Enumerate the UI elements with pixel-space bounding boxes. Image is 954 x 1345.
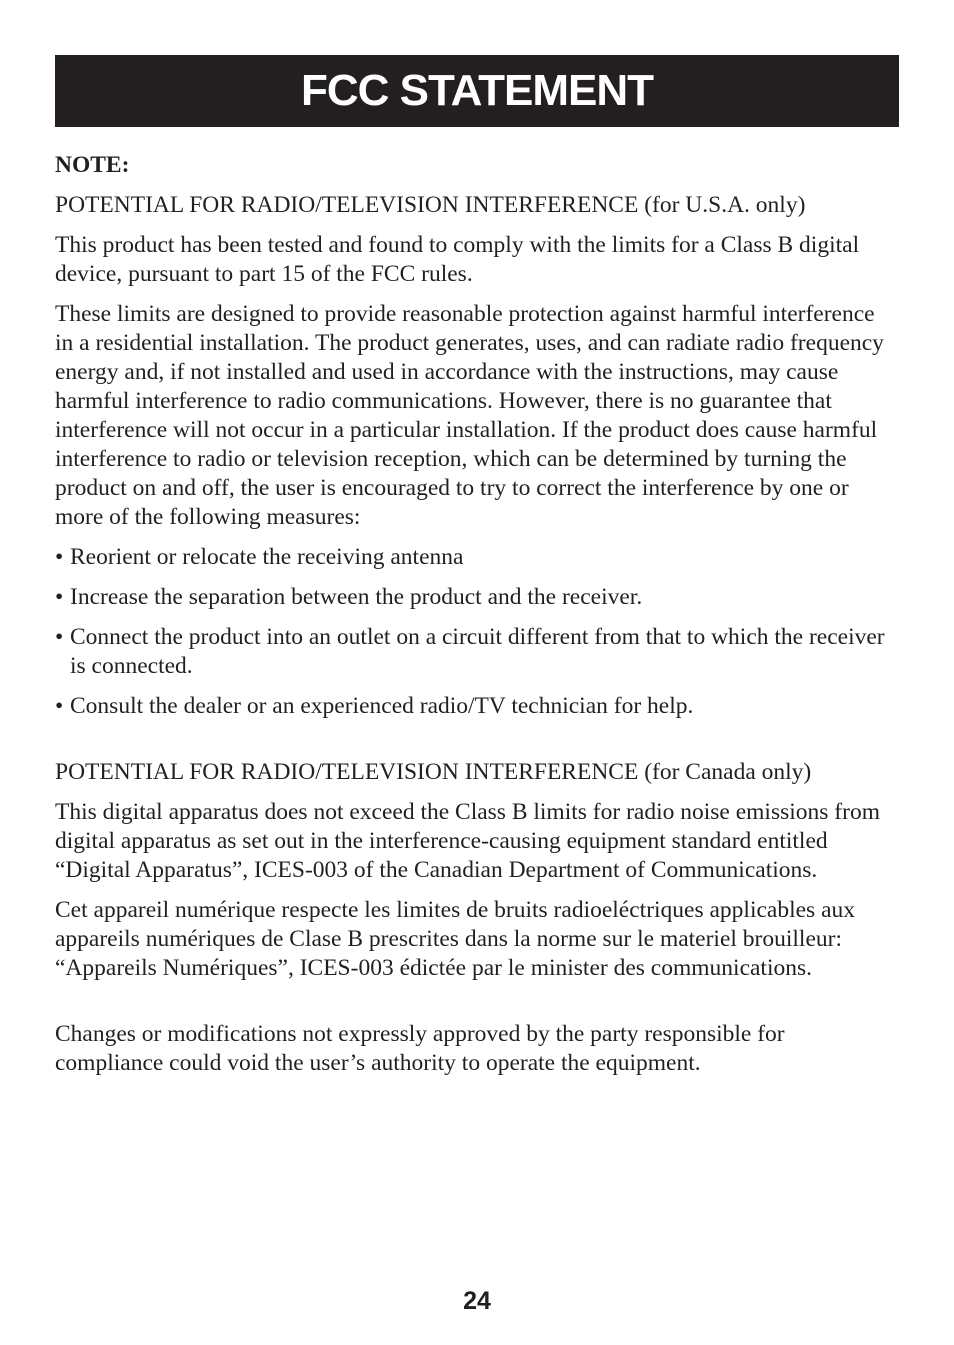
header-bar [55, 55, 899, 127]
canada-paragraph-english: This digital apparatus does not exceed the Class B limits for radio noise emissions from digital apparatus as set out in the interference-causing equipment standard entitled “Digital Apparatus”, ICES-003 of the Canadian Department of Communications. [55, 799, 880, 883]
list-item [55, 583, 885, 612]
list-item [55, 543, 885, 572]
bullet-icon: • [55, 544, 64, 570]
bullet-icon: • [55, 584, 64, 610]
page-title: FCC STATEMENT [301, 66, 653, 115]
canada-paragraph-french: Cet appareil numérique respecte les limites de bruits radioeléctriques applicables aux appareils numériques de Clase B prescrites dans la norme sur le materiel brouilleur: “Appareils Numériques”, ICES-003 édictée par le minister des communications. [55, 897, 856, 981]
bullet-icon: • [55, 693, 64, 719]
note-label: NOTE: [55, 152, 130, 178]
canada-heading: POTENTIAL FOR RADIO/TELEVISION INTERFERENCE (for Canada only) [55, 759, 812, 785]
list-item-text: Consult the dealer or an experienced radio/TV technician for help. [70, 693, 694, 719]
measures-list [55, 543, 885, 721]
document-body [55, 151, 885, 1089]
usa-paragraph-1: This product has been tested and found to comply with the limits for a Class B digital device, pursuant to part 15 of the FCC rules. [55, 232, 860, 287]
list-item-text: Increase the separation between the product and the receiver. [70, 584, 643, 610]
usa-paragraph-2: These limits are designed to provide reasonable protection against harmful interference in a residential installation. The product generates, uses, and can radiate radio frequency energy and, if not installed and used in accordance with the instructions, may cause harmful interference to radio communications. However, there is no guarantee that interference will not occur in a particular installation. If the product does cause harmful interference to radio or television reception, which can be determined by turning the product on and off, the user is encouraged to try to correct the interference by one or more of the following measures: [55, 301, 884, 530]
list-item [55, 692, 885, 721]
bullet-icon: • [55, 624, 64, 650]
page-number: 24 [463, 1287, 491, 1315]
list-item-text: Connect the product into an outlet on a circuit different from that to which the receiver is connected. [70, 624, 885, 679]
changes-notice: Changes or modifications not expressly approved by the party responsible for compliance could void the user’s authority to operate the equipment. [55, 1021, 785, 1076]
usa-heading: POTENTIAL FOR RADIO/TELEVISION INTERFERENCE (for U.S.A. only) [55, 192, 806, 218]
list-item-text: Reorient or relocate the receiving antenna [70, 544, 464, 570]
list-item [55, 623, 885, 681]
